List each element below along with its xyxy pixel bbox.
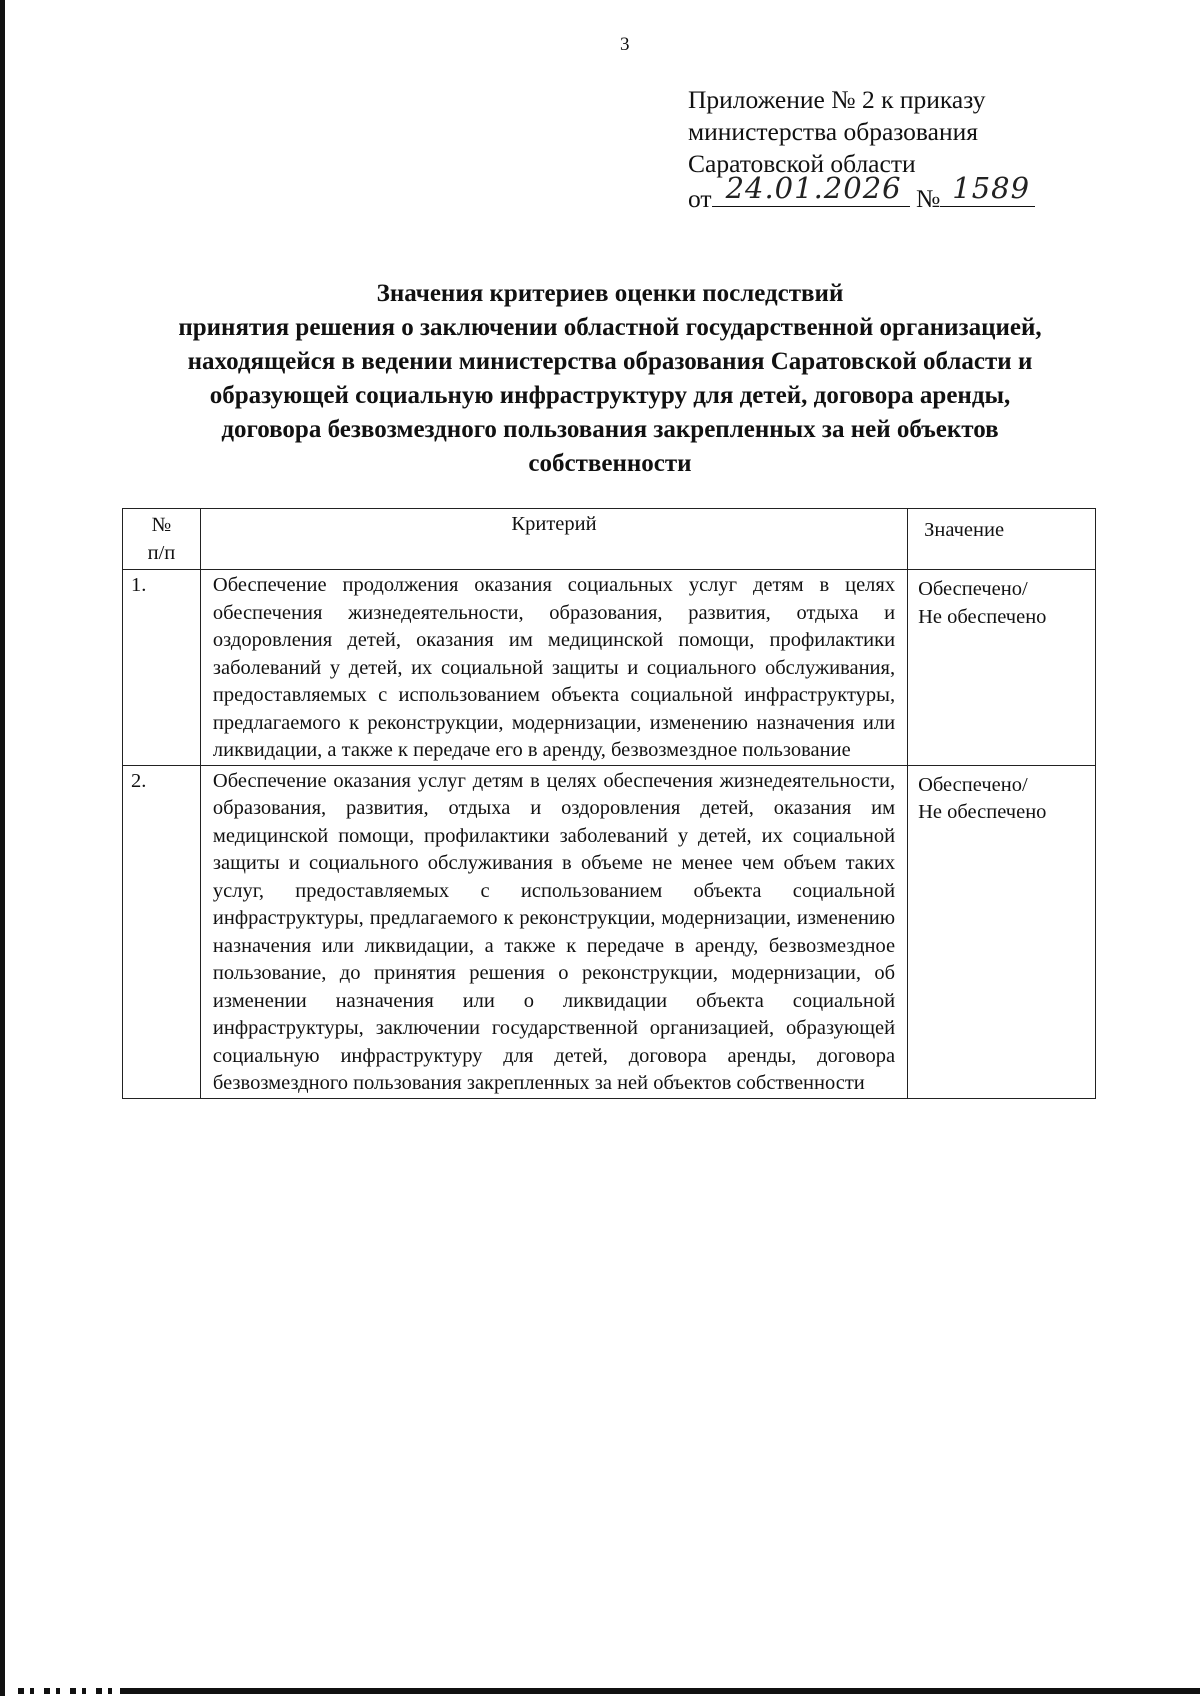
title-line-4: образующей социальную инфраструктуру для детей, договора аренды, — [209, 382, 1011, 409]
row-criterion: Обеспечение оказания услуг детям в целях обеспечения жизнедеятельности, образования, развития, отдыха и оздоровления детей, оказания им медицинской помощи, профилактики заболеваний у детей, их социальной защиты и социального обслуживания в объеме не менее чем объем таких услуг, предоставляемых с использованием объекта социальной инфраструктуры, предлагаемого к реконструкции, модернизации, изменению назначения или ликвидации, а также к передаче в аренду, безвозмездное пользование, до принятия решения о реконструкции, модернизации, об изменении назначения или о ликвидации объекта социальной инфраструктуры, заключении государственной организацией, образующей социальную инфраструктуру для детей, договора аренды, договора безвозмездного пользования закрепленных за ней объектов собственности — [200, 765, 907, 1098]
number-blank — [940, 171, 1035, 207]
header-value: Значение — [908, 509, 1096, 570]
appendix-line-2: министерства образования — [688, 117, 978, 146]
row-value — [908, 765, 1096, 1098]
scan-edge-left — [0, 0, 5, 1696]
from-label: от — [688, 184, 712, 213]
scan-edge-bottom — [120, 1688, 1200, 1694]
table-row — [123, 765, 1096, 1098]
header-number-sign: № — [151, 514, 172, 536]
title-line-1: Значения критериев оценки последствий — [376, 280, 844, 307]
document-title — [100, 277, 1120, 481]
number-label: № — [915, 184, 941, 213]
row-number: 2. — [123, 765, 201, 1098]
value-line-2: Не обеспечено — [918, 801, 1047, 823]
order-date-number-line — [688, 171, 1035, 215]
title-line-2: принятия решения о заключении областной государственной организацией, — [178, 314, 1042, 341]
appendix-line-1: Приложение № 2 к приказу — [688, 85, 986, 114]
handwritten-number: 1589 — [952, 171, 1031, 205]
appendix-header — [688, 84, 1035, 215]
header-number — [123, 509, 201, 570]
title-line-6: собственности — [528, 450, 692, 477]
value-line-1: Обеспечено/ — [918, 773, 1028, 796]
header-number-pp: п/п — [147, 542, 176, 564]
criteria-table — [122, 508, 1096, 1099]
handwritten-date: 24.01.2026 — [725, 171, 902, 205]
title-line-5: договора безвозмездного пользования закрепленных за ней объектов — [221, 416, 999, 443]
title-line-3: находящейся в ведении министерства образования Саратовской области и — [187, 348, 1033, 375]
row-value — [908, 570, 1096, 766]
header-criterion: Критерий — [200, 509, 907, 570]
table-row — [123, 570, 1096, 766]
date-blank — [712, 171, 910, 207]
row-number: 1. — [123, 570, 201, 766]
value-line-1: Обеспечено/ — [918, 578, 1028, 600]
appendix-line-3: Саратовской области — [688, 149, 916, 178]
page-number: 3 — [620, 34, 630, 55]
value-line-2: Не обеспечено — [918, 605, 1047, 628]
row-criterion: Обеспечение продолжения оказания социальных услуг детям в целях обеспечения жизнедеятельности, образования, развития, отдыха и оздоровления детей, оказания им медицинской помощи, профилактики заболеваний у детей, их социальной защиты и социального обслуживания, предоставляемых с использованием объекта социальной инфраструктуры, предлагаемого к реконструкции, модернизации, изменению назначения или ликвидации, а также к передаче его в аренду, безвозмездное пользование — [200, 570, 907, 766]
scan-marks — [18, 1688, 118, 1694]
table-header-row — [123, 509, 1096, 570]
